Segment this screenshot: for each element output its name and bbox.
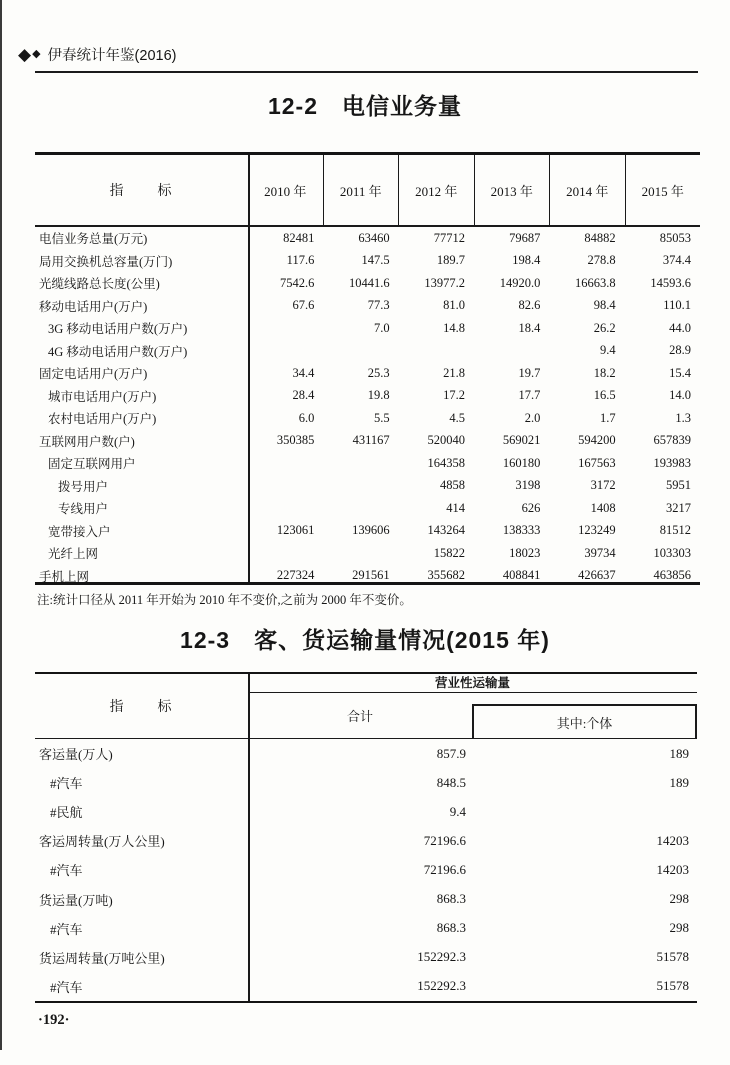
cell-total-value: 848.5: [436, 774, 466, 790]
cell-total-value: 868.3: [436, 891, 466, 907]
cell-value: 167563: [578, 455, 616, 470]
table-row: [35, 768, 697, 797]
cell-value: 138333: [502, 523, 541, 538]
cell-value: 13977.2: [424, 275, 465, 290]
cell-individual-value: 14203: [656, 861, 689, 877]
page-spine-line: [0, 0, 2, 1050]
total-column-header: 合计: [346, 709, 373, 724]
cell-value: 28.4: [292, 388, 315, 403]
cell-value: 19.8: [367, 388, 390, 403]
year-column-header: 2014 年: [549, 155, 625, 225]
cell-value: 1.7: [600, 410, 616, 425]
table-row: [35, 885, 697, 914]
cell-total-value: 868.3: [436, 920, 466, 936]
table-row: [35, 250, 700, 273]
cell-individual-value: 14203: [656, 832, 689, 848]
row-label: #汽车: [50, 979, 83, 995]
cell-value: 10441.6: [349, 275, 390, 290]
cell-value: 1408: [590, 500, 616, 515]
cell-value: 431167: [352, 433, 390, 448]
table-row: [35, 855, 697, 884]
table-row: [35, 385, 700, 408]
cell-value: 77712: [433, 230, 465, 245]
cell-value: 67.6: [292, 298, 315, 313]
row-label: 固定互联网用户: [48, 457, 136, 472]
table-row: [35, 826, 697, 855]
diamond-icon: ◆: [32, 48, 41, 60]
row-label: 光纤上网: [48, 547, 99, 562]
cell-value: 4858: [439, 478, 465, 493]
table-row: [35, 972, 697, 1001]
table-row: [35, 497, 700, 520]
table-row: [35, 317, 700, 340]
cell-value: 14920.0: [499, 275, 541, 290]
cell-value: 198.4: [512, 253, 541, 268]
cell-value: 9.4: [600, 343, 616, 358]
row-label: 3G 移动电话用户数(万户): [48, 322, 188, 337]
year-column-header: 2010 年: [264, 183, 307, 199]
cell-value: 18.2: [593, 365, 616, 380]
table-row: [35, 227, 700, 250]
cell-total-value: 72196.6: [423, 832, 466, 848]
cell-value: 3172: [590, 478, 616, 493]
telecom-table: [35, 152, 700, 585]
cell-value: 569021: [502, 433, 541, 448]
cell-value: 17.7: [518, 388, 541, 403]
diamond-icon: ◆: [18, 45, 32, 64]
cell-value: 34.4: [292, 365, 315, 380]
cell-value: 81.0: [443, 298, 465, 313]
cell-value: 520040: [427, 433, 465, 448]
table2-title: 12-3 客、货运输量情况(2015 年): [180, 627, 550, 653]
cell-value: 5.5: [374, 410, 390, 425]
cell-total-value: 152292.3: [417, 949, 466, 965]
cell-total-value: 9.4: [449, 803, 466, 819]
cell-value: 123061: [276, 523, 315, 538]
row-label: 客运量(万人): [39, 747, 113, 763]
row-label: 专线用户: [58, 502, 109, 517]
column-divider: [248, 155, 250, 582]
row-label: #汽车: [50, 776, 83, 792]
cell-value: 14593.6: [650, 275, 691, 290]
cell-individual-value: 51578: [656, 949, 689, 965]
cell-value: 3217: [665, 500, 691, 515]
cell-value: 626: [521, 500, 541, 515]
group-column-header: 营业性运输量: [248, 674, 697, 693]
cell-value: 26.2: [593, 320, 616, 335]
cell-value: 350385: [276, 433, 315, 448]
row-label: 城市电话用户(万户): [48, 389, 157, 404]
cell-value: 147.5: [361, 253, 390, 268]
transport-table: [35, 672, 697, 1003]
row-label: 局用交换机总容量(万门): [39, 254, 173, 269]
row-label: 农村电话用户(万户): [48, 412, 157, 427]
cell-value: 2.0: [524, 410, 541, 425]
cell-value: 14.0: [669, 388, 691, 403]
year-column-header: 2015 年: [625, 155, 701, 225]
row-label: #汽车: [50, 921, 83, 937]
telecom-table-body: [35, 227, 700, 587]
cell-value: 278.8: [587, 253, 616, 268]
table-row: [35, 407, 700, 430]
cell-value: 16663.8: [575, 275, 616, 290]
cell-value: 44.0: [669, 320, 691, 335]
row-label: 客运周转量(万人公里): [39, 834, 165, 850]
cell-value: 28.9: [669, 343, 691, 358]
cell-total-value: 152292.3: [417, 978, 466, 994]
row-label: #汽车: [50, 863, 83, 879]
cell-value: 82.6: [518, 298, 541, 313]
cell-individual-value: 298: [669, 920, 689, 936]
year-column-header: 2013 年: [474, 155, 550, 225]
cell-individual-value: 189: [669, 745, 689, 761]
cell-value: 18023: [509, 545, 541, 560]
transport-header-right: [248, 674, 697, 738]
row-label: 货运周转量(万吨公里): [39, 950, 165, 966]
row-label: 互联网用户数(户): [39, 434, 135, 449]
cell-value: 463856: [653, 568, 691, 583]
cell-value: 193983: [653, 455, 691, 470]
row-label: #民航: [50, 805, 83, 821]
year-column-header: 2012 年: [398, 155, 474, 225]
header-rule: [35, 71, 698, 73]
cell-value: 426637: [578, 568, 616, 583]
table-row: [35, 295, 700, 318]
table-row: [35, 272, 700, 295]
table-row: [35, 520, 700, 543]
cell-value: 110.1: [663, 298, 691, 313]
yearbook-title: 伊春统计年鉴(2016): [47, 48, 177, 64]
table-row: [35, 914, 697, 943]
cell-value: 189.7: [436, 253, 465, 268]
row-label: 货运量(万吨): [39, 892, 113, 908]
cell-value: 355682: [427, 568, 465, 583]
cell-value: 82481: [283, 230, 315, 245]
cell-value: 25.3: [367, 365, 390, 380]
cell-value: 103303: [653, 545, 691, 560]
page-number: ·192·: [38, 1012, 70, 1028]
cell-value: 15822: [433, 545, 465, 560]
cell-value: 3198: [515, 478, 541, 493]
table1-title: 12-2 电信业务量: [267, 93, 463, 119]
row-label: 4G 移动电话用户数(万户): [48, 344, 188, 359]
cell-value: 7.0: [374, 320, 390, 335]
cell-value: 39734: [584, 545, 616, 560]
year-column-header: 2011 年: [323, 155, 399, 225]
transport-subheader: [248, 693, 697, 738]
cell-value: 84882: [584, 230, 616, 245]
transport-table-body: [35, 739, 697, 1001]
column-divider: [248, 674, 250, 1001]
cell-value: 657839: [653, 433, 691, 448]
cell-value: 594200: [578, 433, 616, 448]
cell-value: 63460: [358, 230, 390, 245]
cell-value: 7542.6: [279, 275, 315, 290]
table-row: [35, 475, 700, 498]
cell-value: 6.0: [298, 410, 315, 425]
individual-column-header: 其中:个体: [472, 704, 697, 738]
row-label: 拨号用户: [58, 479, 109, 494]
cell-individual-value: 51578: [656, 978, 689, 994]
row-label: 电信业务总量(万元): [39, 232, 148, 247]
table-row: [35, 430, 700, 453]
cell-value: 164358: [427, 455, 465, 470]
indicator-column-header: 指 标: [109, 700, 174, 715]
table-row: [35, 943, 697, 972]
table-row: [35, 340, 700, 363]
cell-value: 15.4: [669, 365, 691, 380]
cell-value: 291561: [352, 568, 390, 583]
cell-value: 19.7: [518, 365, 541, 380]
table-row: [35, 797, 697, 826]
row-label: 宽带接入户: [48, 524, 111, 539]
cell-value: 77.3: [367, 298, 390, 313]
cell-value: 4.5: [449, 410, 465, 425]
telecom-table-header: [35, 155, 700, 227]
cell-value: 117.6: [286, 253, 315, 268]
cell-individual-value: 189: [669, 774, 689, 790]
cell-value: 227324: [276, 568, 315, 583]
cell-total-value: 857.9: [436, 745, 466, 761]
cell-value: 1.3: [675, 410, 691, 425]
cell-value: 139606: [352, 523, 390, 538]
yearbook-header: [18, 44, 176, 65]
table-row: [35, 739, 697, 768]
table-row: [35, 362, 700, 385]
cell-value: 85053: [659, 230, 691, 245]
indicator-column-header: 指 标: [109, 184, 174, 199]
cell-value: 414: [446, 500, 465, 515]
cell-value: 408841: [502, 568, 541, 583]
transport-table-header: [35, 674, 697, 739]
cell-value: 123249: [578, 523, 616, 538]
cell-value: 21.8: [443, 365, 465, 380]
cell-value: 17.2: [443, 388, 465, 403]
cell-value: 374.4: [662, 253, 691, 268]
row-label: 固定电话用户(万户): [39, 367, 148, 382]
row-label: 移动电话用户(万户): [39, 299, 148, 314]
row-label: 手机上网: [39, 569, 90, 584]
cell-individual-value: 298: [669, 891, 689, 907]
table-row: [35, 565, 700, 588]
table-row: [35, 452, 700, 475]
cell-value: 98.4: [593, 298, 616, 313]
cell-total-value: 72196.6: [423, 861, 466, 877]
cell-value: 14.8: [443, 320, 465, 335]
cell-value: 18.4: [518, 320, 541, 335]
cell-value: 79687: [509, 230, 541, 245]
table1-footnote: 注:统计口径从 2011 年开始为 2010 年不变价,之前为 2000 年不变价。: [37, 593, 412, 607]
cell-value: 81512: [659, 523, 691, 538]
row-label: 光缆线路总长度(公里): [39, 277, 160, 292]
table-row: [35, 542, 700, 565]
cell-value: 16.5: [593, 388, 616, 403]
cell-value: 143264: [427, 523, 465, 538]
cell-value: 160180: [502, 455, 541, 470]
cell-value: 5951: [665, 478, 691, 493]
